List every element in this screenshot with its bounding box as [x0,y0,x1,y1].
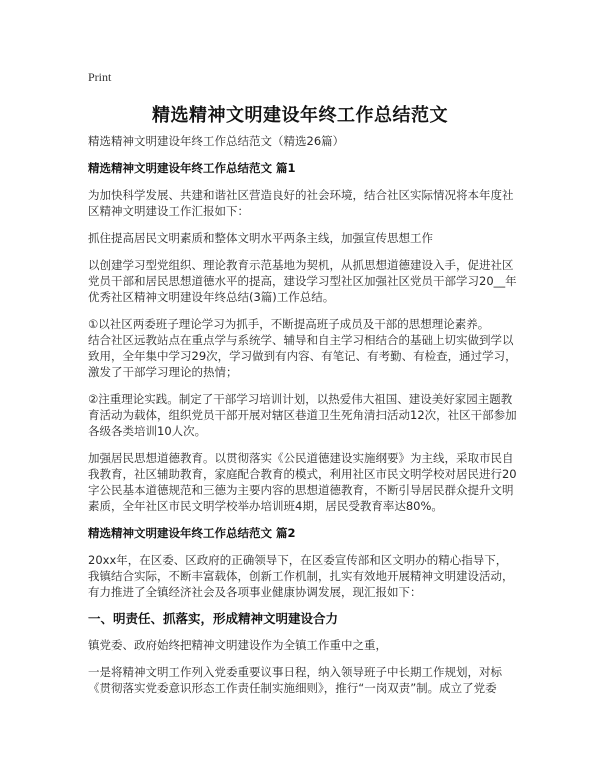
paragraph: 20xx年，在区委、区政府的正确领导下，在区委宣传部和区文明办的精心指导下，我镇结合实际，不断丰富载体，创新工作机制，扎实有效地开展精神文明建设活动，有力推进了全镇经济社会及各项事业健康协调发展，现汇报如下： [88,553,514,599]
section-heading: 精选精神文明建设年终工作总结范文 篇2 [88,526,296,540]
subsection-heading: 一、明责任、抓落实，形成精神文明建设合力 [88,611,339,626]
paragraph: ①以社区两委班子理论学习为抓手，不断提高班子成员及干部的思想理论素养。 [88,317,490,331]
print-label[interactable]: Print [88,70,112,84]
paragraph: 以创建学习型党组织、理论教育示范基地为契机，从抓思想道德建设入手，促进社区党员干部和居民思想道德水平的提高，建设学习型社区加强社区党员干部学习20__年优秀社区精神文明建设年终总结(3篇)工作总结。 [88,258,517,304]
paragraph: 为加快科学发展、共建和谐社区营造良好的社会环境，结合社区实际情况将本年度社区精神文明建设工作汇报如下： [88,188,514,218]
document-subtitle: 精选精神文明建设年终工作总结范文（精选26篇） [88,134,345,148]
section-heading: 精选精神文明建设年终工作总结范文 篇1 [88,161,296,175]
document-title: 精选精神文明建设年终工作总结范文 [152,105,448,126]
paragraph: 结合社区远教站点在重点学与系统学、辅导和自主学习相结合的基础上切实做到学以致用，全年集中学习29次，学习做到有内容、有笔记、有考勤、有检查，通过学习，激发了干部学习理论的热情； [88,333,517,379]
paragraph: 镇党委、政府始终把精神文明建设作为全镇工作重中之重， [88,638,387,652]
paragraph: 加强居民思想道德教育。以贯彻落实《公民道德建设实施纲要》为主线，采取市民自我教育，社区辅助教育，家庭配合教育的模式，利用社区市民文明学校对居民进行20字公民基本道德规范和三德为主要内容的思想道德教育，不断引导居民群众提升文明素质，全年社区市民文明学校举办培训班4期，居民受教育率达80%。 [88,451,517,513]
paragraph: 抓住提高居民文明素质和整体文明水平两条主线，加强宣传思想工作 [88,231,433,245]
paragraph: 一是将精神文明工作列入党委重要议事日程，纳入领导班子中长期工作规划，对标《贯彻落实党委意识形态工作责任制实施细则》，推行“一岗双责”制。成立了党委 [88,665,502,695]
paragraph: ②注重理论实践。制定了干部学习培训计划，以热爱伟大祖国、建设美好家园主题教育活动为载体，组织党员干部开展对辖区巷道卫生死角清扫活动12次，社区干部参加各级各类培训10人次。 [88,392,517,438]
document-body [88,133,518,707]
